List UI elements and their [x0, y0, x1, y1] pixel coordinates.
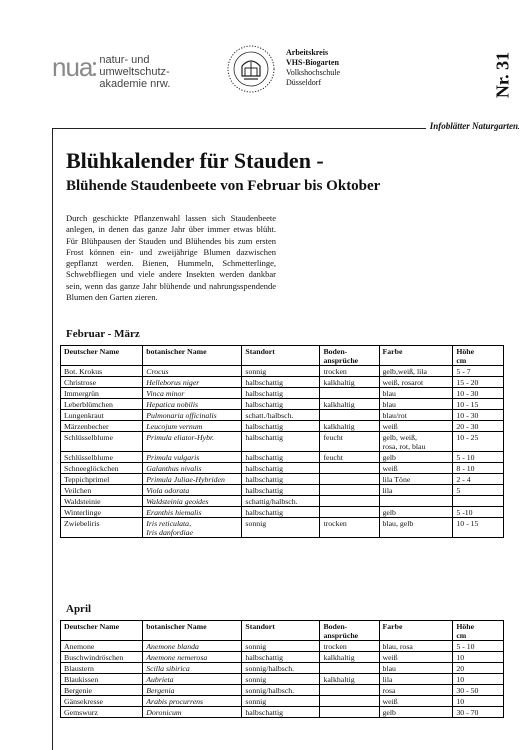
table-cell: halbschattig	[242, 474, 320, 485]
table-cell: halbschattig	[242, 707, 320, 718]
table-row	[61, 707, 504, 718]
column-header: Boden- ansprüche	[320, 621, 379, 641]
intro-paragraph: Durch geschickte Pflanzenwahl lassen sich Staudenbeete anlegen, in denen das ganze Jahr über immer etwas blüht. Für Blühpausen der Stauden und Blühendes bis zum ersten Frost können ein- und zweijährige Blumen dazwischen gepflanzt werden. Bienen, Hummeln, Schmetterlinge, Schwebfliegen und viele andere Insekten werden dankbar sein, wenn das ganze Jahr blühende und nahrungsspendende Blumen den Garten zieren.	[66, 213, 276, 303]
table-cell: 10	[453, 674, 504, 685]
table-row	[61, 366, 504, 377]
table-cell: Aubrieta	[143, 674, 242, 685]
table-cell: 5	[453, 485, 504, 496]
table-cell	[320, 463, 379, 474]
table-cell: 10 - 25	[453, 432, 504, 452]
vhs-biogarten-seal-icon	[226, 44, 276, 94]
table-cell: kalkhaltig	[320, 399, 379, 410]
table-cell: 10	[453, 696, 504, 707]
nua-line-3: akademie nrw.	[99, 78, 171, 90]
table-cell: Bergenia	[143, 685, 242, 696]
table-cell: weiß	[379, 421, 453, 432]
table-cell: kalkhaltig	[320, 674, 379, 685]
column-header: Boden- ansprüche	[320, 346, 379, 366]
nua-logo-mark: nua	[52, 52, 93, 82]
table-cell: 20 - 30	[453, 421, 504, 432]
column-header: Farbe	[379, 346, 453, 366]
table-cell: Leberblümchen	[61, 399, 143, 410]
table-cell: blau, gelb	[379, 518, 453, 538]
table-cell: trocken	[320, 366, 379, 377]
ak-line-4: Düsseldorf	[286, 78, 322, 87]
table-cell	[379, 496, 453, 507]
table-cell	[320, 507, 379, 518]
table-cell: Vinca minor	[143, 388, 242, 399]
table-row	[61, 474, 504, 485]
ak-line-1: Arbeitskreis	[286, 48, 329, 57]
nua-logo-text	[99, 54, 170, 90]
table-cell: Waldsteinie	[61, 496, 143, 507]
ak-line-2: VHS-Biogarten	[286, 58, 339, 67]
table-cell: 8 - 10	[453, 463, 504, 474]
table-cell: Helleborus niger	[143, 377, 242, 388]
table-cell: Arabis procurrens	[143, 696, 242, 707]
table-cell	[320, 410, 379, 421]
table-feb-mar	[60, 345, 504, 538]
table-cell: feucht	[320, 452, 379, 463]
table-cell: Primula vulgaris	[143, 452, 242, 463]
table-cell: sonnig	[242, 674, 320, 685]
table-cell: lila	[379, 674, 453, 685]
column-header: Höhe cm	[453, 621, 504, 641]
table-cell: schatt./halbsch.	[242, 410, 320, 421]
table-cell	[453, 496, 504, 507]
table-cell: 30 - 50	[453, 685, 504, 696]
table-cell	[320, 485, 379, 496]
table-cell	[320, 696, 379, 707]
column-header: Standort	[242, 346, 320, 366]
table-cell: halbschattig	[242, 485, 320, 496]
table-cell: Gemswurz	[61, 707, 143, 718]
section-heading-feb-mar: Februar - März	[66, 328, 140, 340]
table-cell: Buschwindröschen	[61, 652, 143, 663]
column-header: botanischer Name	[143, 621, 242, 641]
table-cell: feucht	[320, 432, 379, 452]
table-cell: halbschattig	[242, 507, 320, 518]
table-cell: blau, rosa	[379, 641, 453, 652]
table-cell: Anemone nemerosa	[143, 652, 242, 663]
column-header: Deutscher Name	[61, 621, 143, 641]
table-cell: 10 - 15	[453, 518, 504, 538]
table-cell: Galanthus nivalis	[143, 463, 242, 474]
table-cell: 5 - 10	[453, 452, 504, 463]
table-row	[61, 485, 504, 496]
column-header: botanischer Name	[143, 346, 242, 366]
table-row	[61, 696, 504, 707]
table-cell: sonnig	[242, 641, 320, 652]
page-subtitle: Blühende Staudenbeete von Februar bis Oktober	[66, 178, 381, 194]
table-cell: Iris reticulata, Iris danfordiae	[143, 518, 242, 538]
table-cell: 10 - 30	[453, 388, 504, 399]
table-cell: sonnig	[242, 518, 320, 538]
table-cell	[320, 474, 379, 485]
table-cell: 5 - 10	[453, 641, 504, 652]
table-cell: Scilla sibirica	[143, 663, 242, 674]
table-cell: Crocus	[143, 366, 242, 377]
table-row	[61, 388, 504, 399]
table-cell: Winterlinge	[61, 507, 143, 518]
table-cell: halbschattig	[242, 432, 320, 452]
table-cell: gelb,weiß, lila	[379, 366, 453, 377]
table-cell	[320, 496, 379, 507]
table-cell: sonnig	[242, 696, 320, 707]
table-cell: sonnig	[242, 366, 320, 377]
table-cell: halbschattig	[242, 452, 320, 463]
table-cell: halbschattig	[242, 421, 320, 432]
nua-logo-dots	[93, 58, 96, 80]
table-row	[61, 674, 504, 685]
table-cell: 10 - 30	[453, 410, 504, 421]
table-cell: weiß, rosarot	[379, 377, 453, 388]
table-cell: Viola odorata	[143, 485, 242, 496]
column-header: Standort	[242, 621, 320, 641]
table-cell: Hepatica nobilis	[143, 399, 242, 410]
table-cell: Zwiebeliris	[61, 518, 143, 538]
table-cell: kalkhaltig	[320, 421, 379, 432]
table-cell: Schneeglöckchen	[61, 463, 143, 474]
table-cell: Anemone blanda	[143, 641, 242, 652]
table-cell: lila	[379, 485, 453, 496]
table-cell: blau	[379, 399, 453, 410]
table-cell: Schlüsselblume	[61, 432, 143, 452]
table-cell: 10 - 15	[453, 399, 504, 410]
table-header-row	[61, 621, 504, 641]
table-cell: Bot. Krokus	[61, 366, 143, 377]
table-row	[61, 463, 504, 474]
table-cell: halbschattig	[242, 399, 320, 410]
table-row	[61, 410, 504, 421]
table-cell	[320, 388, 379, 399]
table-cell: sonnig/halbsch.	[242, 663, 320, 674]
table-cell: sonnig/halbsch.	[242, 685, 320, 696]
table-cell: Immergrün	[61, 388, 143, 399]
table-cell: Märzenbecher	[61, 421, 143, 432]
table-cell: schattig/halbsch.	[242, 496, 320, 507]
table-cell: halbschattig	[242, 652, 320, 663]
nua-line-1: natur- und	[99, 54, 150, 66]
arbeitskreis-address	[286, 48, 340, 88]
table-cell: weiß	[379, 463, 453, 474]
column-header: Farbe	[379, 621, 453, 641]
table-cell: Teppichprimel	[61, 474, 143, 485]
table-cell: 10	[453, 652, 504, 663]
column-header: Deutscher Name	[61, 346, 143, 366]
table-cell: Blaukissen	[61, 674, 143, 685]
table-cell: 20	[453, 663, 504, 674]
sheet-number-text: Nr. 31	[492, 51, 513, 99]
table-cell: trocken	[320, 641, 379, 652]
column-header: Höhe cm	[453, 346, 504, 366]
table-cell: gelb	[379, 707, 453, 718]
table-cell: 5 - 7	[453, 366, 504, 377]
table-cell: Gänsekresse	[61, 696, 143, 707]
table-cell: gelb	[379, 507, 453, 518]
nua-line-2: umweltschutz-	[99, 66, 170, 78]
series-label: Infoblätter Naturgarten	[426, 121, 518, 131]
table-cell: Christrose	[61, 377, 143, 388]
table-row	[61, 685, 504, 696]
table-row	[61, 399, 504, 410]
table-row	[61, 452, 504, 463]
table-cell: blau/rot	[379, 410, 453, 421]
table-cell: halbschattig	[242, 388, 320, 399]
table-cell: 15 - 20	[453, 377, 504, 388]
table-cell: lila Töne	[379, 474, 453, 485]
table-cell: 30 - 70	[453, 707, 504, 718]
table-cell	[320, 663, 379, 674]
table-cell: Eranthis hiemalis	[143, 507, 242, 518]
table-cell: Primula Juliae-Hybriden	[143, 474, 242, 485]
table-cell: Leucojum vernum	[143, 421, 242, 432]
table-row	[61, 496, 504, 507]
table-cell: blau	[379, 663, 453, 674]
table-cell: Bergenie	[61, 685, 143, 696]
table-cell: rosa	[379, 685, 453, 696]
table-cell: Primula eliator-Hybr.	[143, 432, 242, 452]
table-cell: 2 - 4	[453, 474, 504, 485]
table-cell	[320, 707, 379, 718]
nua-logo	[52, 54, 170, 94]
table-row	[61, 432, 504, 452]
table-cell: kalkhaltig	[320, 377, 379, 388]
table-cell: Schlüsselblume	[61, 452, 143, 463]
table-cell: 5 -10	[453, 507, 504, 518]
sheet-number	[488, 40, 518, 110]
table-cell: Pulmonaria officinalis	[143, 410, 242, 421]
table-row	[61, 421, 504, 432]
table-cell: weiß	[379, 696, 453, 707]
table-cell: halbschattig	[242, 463, 320, 474]
table-row	[61, 518, 504, 538]
table-cell: Blaustern	[61, 663, 143, 674]
table-cell: trocken	[320, 518, 379, 538]
table-cell	[320, 685, 379, 696]
table-cell: halbschattig	[242, 377, 320, 388]
table-cell: Anemone	[61, 641, 143, 652]
table-cell: gelb	[379, 452, 453, 463]
table-row	[61, 507, 504, 518]
table-cell: weiß	[379, 652, 453, 663]
table-row	[61, 663, 504, 674]
table-row	[61, 641, 504, 652]
section-heading-april: April	[66, 603, 92, 615]
table-row	[61, 377, 504, 388]
table-cell: kalkhaltig	[320, 652, 379, 663]
table-cell: Waldsteinia geoides	[143, 496, 242, 507]
table-cell: Veilchen	[61, 485, 143, 496]
ak-line-3: Volkshochschule	[286, 68, 341, 77]
table-cell: Doronicum	[143, 707, 242, 718]
page-title: Blühkalender für Stauden -	[66, 148, 324, 173]
table-cell: Lungenkraut	[61, 410, 143, 421]
table-cell: gelb, weiß, rosa, rot, blau	[379, 432, 453, 452]
table-header-row	[61, 346, 504, 366]
table-april	[60, 620, 504, 718]
table-row	[61, 652, 504, 663]
table-cell: blau	[379, 388, 453, 399]
